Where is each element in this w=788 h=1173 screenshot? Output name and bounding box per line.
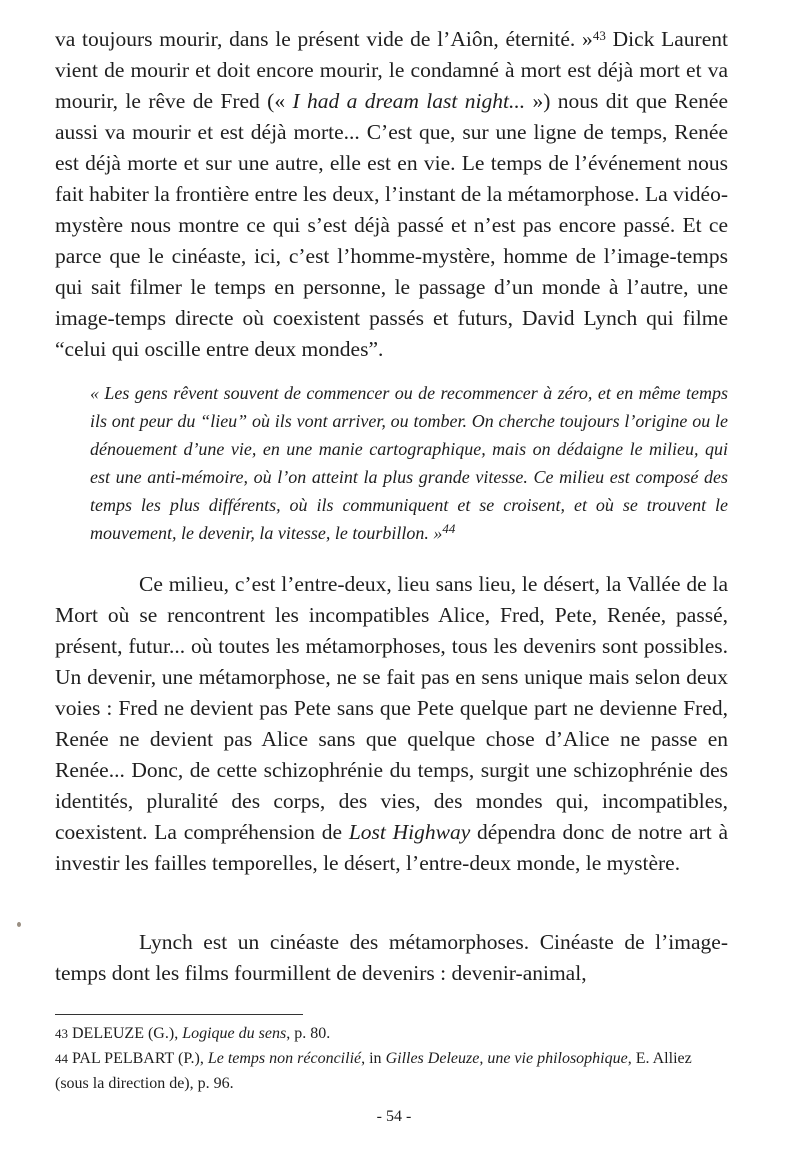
paragraph-1-text-a: va toujours mourir, dans le présent vide de l’Aiôn, éternité. » [55,27,593,51]
footnote-divider [55,1014,303,1015]
footnote-author: PAL PELBART (P.), [68,1050,208,1067]
paragraph-3-text: Lynch est un cinéaste des métamorphoses. Cinéaste de l’image-temps dont les films fourmillent de devenirs : devenir-animal, [55,930,728,985]
paragraph-1-italic: I had a dream last night... [292,89,526,113]
paragraph-2-text-a: Ce milieu, c’est l’entre-deux, lieu sans lieu, le désert, la Vallée de la Mort où se rencontrent les incompatibles Alice, Fred, Pete, Renée, passé, présent, futur... où toutes les métamorphoses, tous les devenirs sont possibles. Un devenir, une métamorphose, ne se fait pas en sens unique mais selon deux voies : Fred ne devient pas Pete sans que Pete quelque part ne devienne Fred, Renée ne devient pas Alice sans que quelque chose d’Alice ne passe en Renée... Donc, de cette schizophrénie du temps, surgit une schizophrénie des identités, pluralité des corps, des vies, des mondes qui, incompatibles, coexistent. La compréhension de [55,572,728,844]
block-quote-text: « Les gens rêvent souvent de commencer ou de recommencer à zéro, et en même temps ils ont peur du “lieu” où ils vont arriver, ou tomber. On cherche toujours l’origine ou le dénouement d’une vie, en une manie cartographique, mais on dédaigne le milieu, qui est une anti-mémoire, où l’on atteint la plus grande vitesse. Ce milieu est composé des temps les plus différents, où ils communiquent et se croisent, et où se trouvent le mouvement, le devenir, la vitesse, le tourbillon. » [90,383,728,543]
footnote-title: Le temps non réconcilié [207,1050,362,1067]
paper-speck [17,922,21,927]
footnote-middle: , in [361,1050,386,1067]
footnote-ref-43: 43 [592,28,606,44]
footnote-rest: , p. 80. [286,1025,331,1042]
footnote-number: 43 [55,1026,68,1041]
footnote-43 [55,1021,728,1046]
footnote-rest: , E. Alliez (sous la direction de), p. 96. [55,1050,692,1092]
paragraph-1-text-c: ») nous dit que Renée aussi va mourir et est déjà morte... C’est que, sur une ligne de temps, Renée est déjà morte et sur une autre, elle est en vie. Le temps de l’événement nous fait habiter la frontière entre les deux, l’instant de la métamorphose. La vidéo-mystère nous montre ce qui s’est déjà passé et n’est pas encore passé. Et ce parce que le cinéaste, ici, c’est l’homme-mystère, homme de l’image-temps qui sait filmer le temps en personne, le passage d’un monde à l’autre, une image-temps directe où coexistent passés et futurs, David Lynch qui filme “celui qui oscille entre deux mondes”. [55,89,728,361]
paragraph-1 [55,24,728,365]
paragraph-3 [55,927,728,989]
paragraph-2-text-b: dépendra donc de notre art à investir les failles temporelles, le désert, l’entre-deux monde, le mystère. [55,820,728,875]
paragraph-1-text-b: Dick Laurent vient de mourir et doit encore mourir, le condamné à mort est déjà mort et va mourir, le rêve de Fred (« [55,27,728,113]
paragraph-2 [55,569,728,879]
block-quote [90,379,728,547]
footnote-book: Gilles Deleuze, une vie philosophique [385,1050,628,1067]
page-number: - 54 - [376,1108,412,1125]
footnote-author: DELEUZE (G.), [68,1025,183,1042]
footnote-44 [55,1046,728,1096]
footnote-ref-44: 44 [442,521,456,537]
footnote-number: 44 [55,1051,68,1066]
footnotes [55,1021,728,1096]
paragraph-2-italic: Lost Highway [348,820,471,844]
footnote-title: Logique du sens [182,1025,287,1042]
